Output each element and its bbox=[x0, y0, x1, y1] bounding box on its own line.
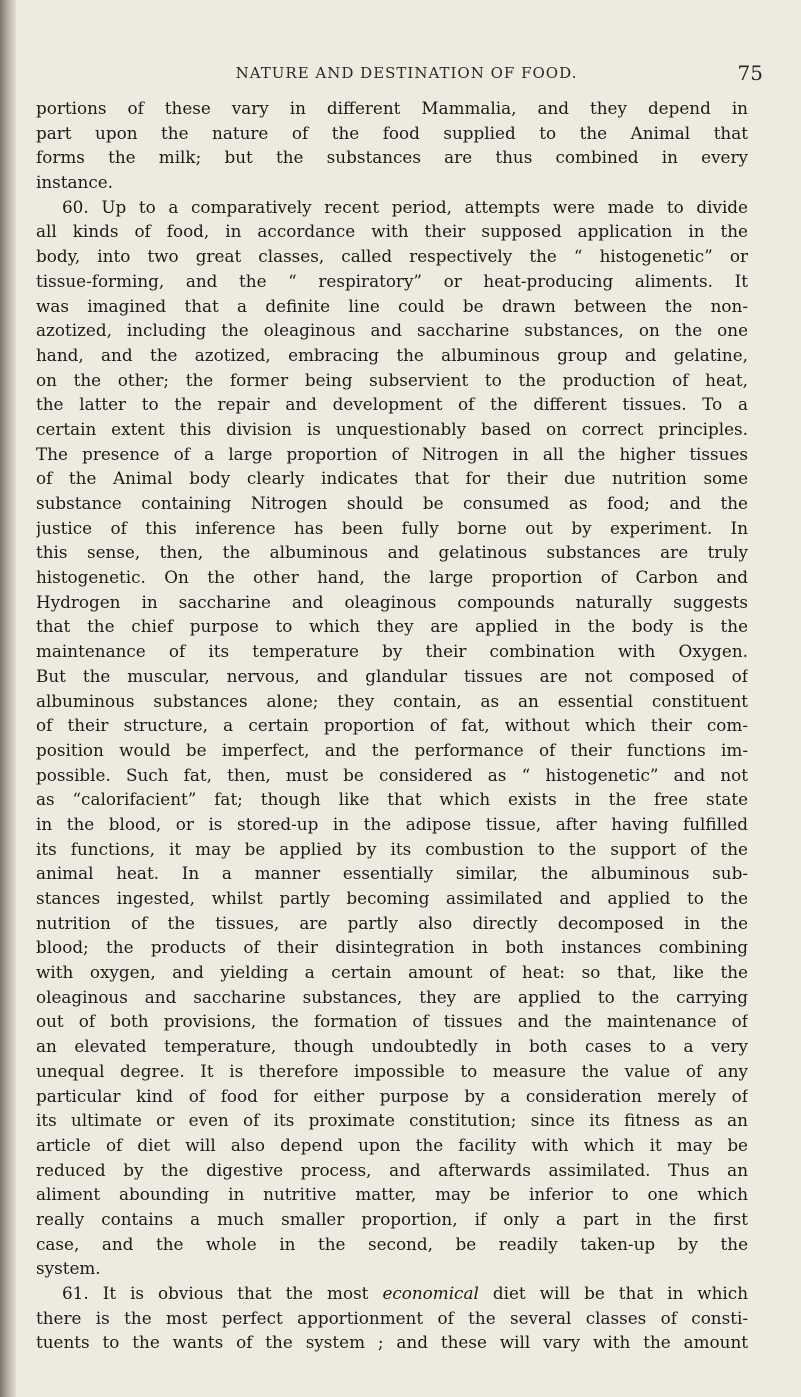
text-line: blood; the products of their disintegration in both instances combining bbox=[36, 937, 748, 958]
text-line: azotized, including the oleaginous and saccharine substances, on the one bbox=[36, 320, 748, 341]
text-line: out of both provisions, the formation of tissues and the maintenance of bbox=[36, 1011, 748, 1032]
text-line: really contains a much smaller proportion, if only a part in the first bbox=[36, 1208, 748, 1229]
text-line: possible. Such fat, then, must be considered as “ histogenetic” and not bbox=[36, 764, 748, 785]
text-line: its ultimate or even of its proximate constitution; since its fitness as an bbox=[36, 1110, 748, 1131]
text-line: nutrition of the tissues, are partly also directly decomposed in the bbox=[36, 912, 748, 933]
text-line: certain extent this division is unquestionably based on correct principles. bbox=[36, 418, 748, 439]
text-line: reduced by the digestive process, and afterwards assimilated. Thus an bbox=[36, 1159, 748, 1180]
text-line: forms the milk; but the substances are thus combined in every bbox=[36, 147, 748, 168]
text-segment: 61. It is obvious that the most bbox=[62, 1283, 383, 1303]
text-line: article of diet will also depend upon the facility with which it may be bbox=[36, 1134, 748, 1155]
text-line: animal heat. In a manner essentially similar, the albuminous sub- bbox=[36, 863, 748, 884]
text-line: Hydrogen in saccharine and oleaginous compounds naturally suggests bbox=[36, 591, 748, 612]
text-line: tissue-forming, and the “ respiratory” or heat-producing aliments. It bbox=[36, 270, 748, 291]
text-line: justice of this inference has been fully borne out by experiment. In bbox=[36, 517, 748, 538]
text-line: was imagined that a definite line could be drawn between the non- bbox=[36, 295, 748, 316]
text-line: this sense, then, the albuminous and gelatinous substances are truly bbox=[36, 542, 748, 563]
text-line: 60. Up to a comparatively recent period, attempts were made to divide bbox=[62, 196, 748, 217]
text-line: in the blood, or is stored-up in the adipose tissue, after having fulfilled bbox=[36, 813, 748, 834]
text-line: system. bbox=[36, 1258, 101, 1279]
text-line: of their structure, a certain proportion of fat, without which their com- bbox=[36, 715, 748, 736]
text-line: albuminous substances alone; they contain, as an essential constituent bbox=[36, 690, 748, 711]
running-head: NATURE AND DESTINATION OF FOOD. bbox=[235, 64, 578, 82]
text-line bbox=[36, 1281, 748, 1306]
text-line: hand, and the azotized, embracing the albuminous group and gelatine, bbox=[36, 344, 748, 365]
body-text bbox=[36, 96, 748, 1355]
text-line: body, into two great classes, called respectively the “ histogenetic” or bbox=[36, 246, 748, 267]
text-line: an elevated temperature, though undoubtedly in both cases to a very bbox=[36, 1036, 748, 1057]
text-line: all kinds of food, in accordance with their supposed application in the bbox=[36, 221, 748, 242]
text-line: But the muscular, nervous, and glandular tissues are not composed of bbox=[36, 665, 748, 686]
text-line: its functions, it may be applied by its combustion to the support of the bbox=[36, 838, 748, 859]
text-line: the latter to the repair and development of the different tissues. To a bbox=[36, 394, 748, 415]
emphasis-word: economical bbox=[382, 1283, 479, 1303]
text-line: portions of these vary in different Mammalia, and they depend in bbox=[36, 98, 748, 118]
text-line: on the other; the former being subservient to the production of heat, bbox=[36, 369, 748, 390]
page-header bbox=[50, 61, 763, 90]
text-line: oleaginous and saccharine substances, they are applied to the carrying bbox=[36, 986, 748, 1007]
text-line: instance. bbox=[36, 172, 114, 193]
page-number: 75 bbox=[737, 61, 763, 85]
text-line: tuents to the wants of the system ; and these will vary with the amount bbox=[36, 1332, 748, 1353]
text-line: aliment abounding in nutritive matter, may be inferior to one which bbox=[36, 1184, 748, 1205]
text-line: position would be imperfect, and the performance of their functions im- bbox=[36, 739, 748, 760]
text-line: with oxygen, and yielding a certain amount of heat: so that, like the bbox=[36, 962, 748, 983]
text-line: histogenetic. On the other hand, the large proportion of Carbon and bbox=[36, 567, 748, 588]
text-line: that the chief purpose to which they are applied in the body is the bbox=[36, 616, 748, 637]
text-line: stances ingested, whilst partly becoming assimilated and applied to the bbox=[36, 888, 748, 908]
text-line: maintenance of its temperature by their combination with Oxygen. bbox=[36, 641, 748, 662]
text-line: The presence of a large proportion of Nitrogen in all the higher tissues bbox=[36, 443, 748, 464]
text-line: part upon the nature of the food supplied to the Animal that bbox=[36, 122, 748, 143]
text-line: of the Animal body clearly indicates that for their due nutrition some bbox=[36, 468, 748, 489]
page-binding-shadow bbox=[0, 0, 16, 1397]
text-segment: diet will be that in which bbox=[478, 1283, 748, 1303]
text-line: as “calorifacient” fat; though like that which exists in the free state bbox=[36, 789, 748, 810]
text-line: unequal degree. It is therefore impossible to measure the value of any bbox=[36, 1060, 748, 1081]
text-line: case, and the whole in the second, be readily taken-up by the bbox=[36, 1233, 748, 1254]
text-line: substance containing Nitrogen should be consumed as food; and the bbox=[36, 493, 748, 513]
text-line: particular kind of food for either purpose by a consideration merely of bbox=[36, 1085, 748, 1106]
text-line: there is the most perfect apportionment of the several classes of consti- bbox=[36, 1307, 748, 1328]
